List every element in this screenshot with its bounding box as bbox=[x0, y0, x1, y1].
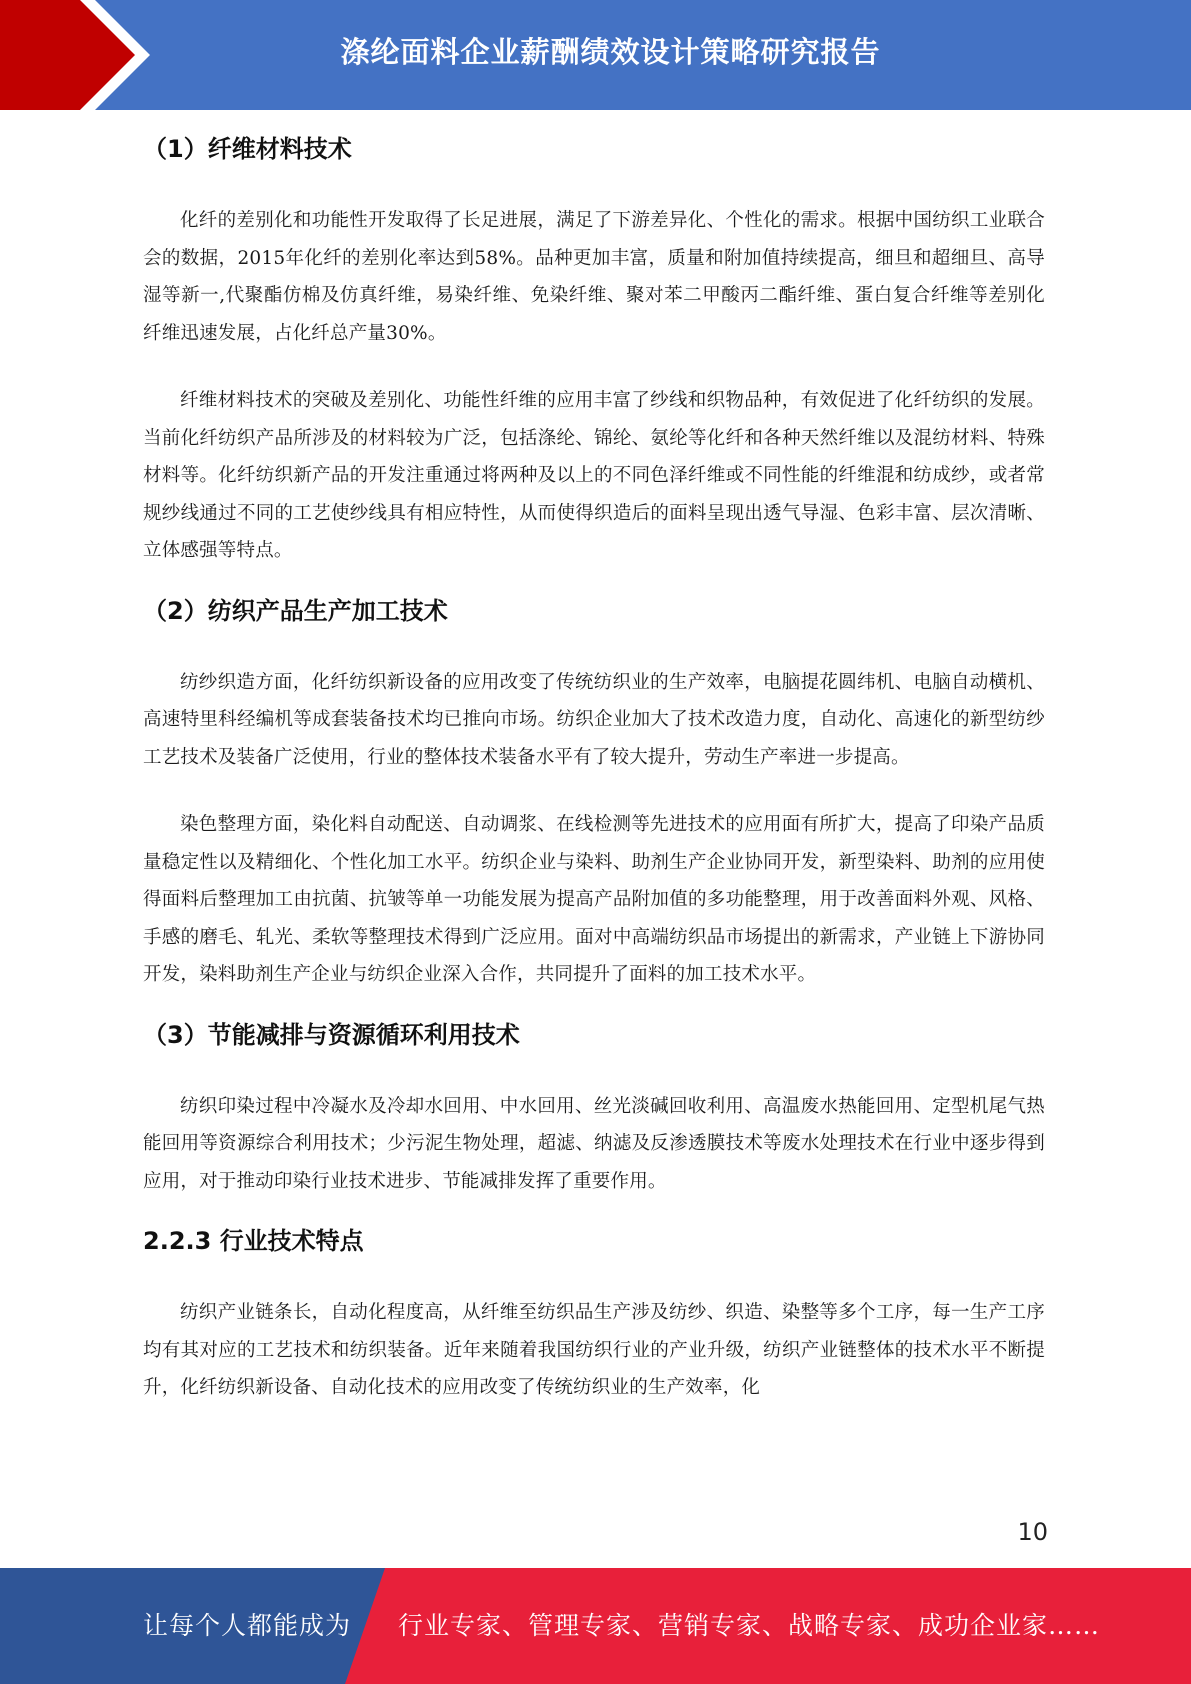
footer-slogan-left: 让每个人都能成为 bbox=[143, 1611, 352, 1640]
section-heading-industry-features: 2.2.3 行业技术特点 bbox=[143, 1227, 364, 1255]
page-header bbox=[0, 0, 1191, 110]
footer-slogan-right: 行业专家、管理专家、营销专家、战略专家、成功企业家…… bbox=[398, 1611, 1101, 1640]
page-number: 10 bbox=[1017, 1518, 1048, 1546]
paragraph: 纺织印染过程中冷凝水及冷却水回用、中水回用、丝光淡碱回收利用、高温废水热能回用、定型机尾气热能回用等资源综合利用技术；少污泥生物处理，超滤、纳滤及反渗透膜技术等废水处理技术在行业中逐步得到应用，对于推动印染行业技术进步、节能减排发挥了重要作用。 bbox=[143, 1095, 1045, 1192]
document-body bbox=[143, 118, 1045, 1407]
page-footer bbox=[0, 1568, 1191, 1684]
paragraph: 纤维材料技术的突破及差别化、功能性纤维的应用丰富了纱线和织物品种，有效促进了化纤纺织的发展。当前化纤纺织产品所涉及的材料较为广泛，包括涤纶、锦纶、氨纶等化纤和各种天然纤维以及混纺材料、特殊材料等。化纤纺织新产品的开发注重通过将两种及以上的不同色泽纤维或不同性能的纤维混和纺成纱，或者常规纱线通过不同的工艺使纱线具有相应特性，从而使得织造后的面料呈现出透气导湿、色彩丰富、层次清晰、立体感强等特点。 bbox=[143, 390, 1045, 561]
document-title: 涤纶面料企业薪酬绩效设计策略研究报告 bbox=[340, 34, 881, 69]
paragraph: 纺纱织造方面，化纤纺织新设备的应用改变了传统纺织业的生产效率，电脑提花圆纬机、电脑自动横机、高速特里科经编机等成套装备技术均已推向市场。纺织企业加大了技术改造力度，自动化、高速化的新型纺纱工艺技术及装备广泛使用，行业的整体技术装备水平有了较大提升，劳动生产率进一步提高。 bbox=[143, 671, 1045, 768]
section-heading-processing: （2）纺织产品生产加工技术 bbox=[143, 596, 448, 625]
section-heading-fiber: （1）纤维材料技术 bbox=[143, 135, 352, 163]
paragraph: 纺织产业链条长，自动化程度高，从纤维至纺织品生产涉及纺纱、织造、染整等多个工序，每一生产工序均有其对应的工艺技术和纺织装备。近年来随着我国纺织行业的产业升级，纺织产业链整体的技术水平不断提升，化纤纺织新设备、自动化技术的应用改变了传统纺织业的生产效率，化 bbox=[143, 1302, 1045, 1398]
paragraph: 化纤的差别化和功能性开发取得了长足进展，满足了下游差异化、个性化的需求。根据中国纺织工业联合会的数据，2015年化纤的差别化率达到58%。品种更加丰富，质量和附加值持续提高，细旦和超细旦、高导湿等新一,代聚酯仿棉及仿真纤维，易染纤维、免染纤维、聚对苯二甲酸丙二酯纤维、蛋白复合纤维等差别化纤维迅速发展，占化纤总产量30%。 bbox=[143, 210, 1045, 344]
paragraph: 染色整理方面，染化料自动配送、自动调浆、在线检测等先进技术的应用面有所扩大，提高了印染产品质量稳定性以及精细化、个性化加工水平。纺织企业与染料、助剂生产企业协同开发，新型染料、助剂的应用使得面料后整理加工由抗菌、抗皱等单一功能发展为提高产品附加值的多功能整理，用于改善面料外观、风格、手感的磨毛、轧光、柔软等整理技术得到广泛应用。面对中高端纺织品市场提出的新需求，产业链上下游协同开发，染料助剂生产企业与纺织企业深入合作，共同提升了面料的加工技术水平。 bbox=[143, 814, 1045, 985]
section-heading-energy-saving: （3）节能减排与资源循环利用技术 bbox=[143, 1020, 520, 1049]
